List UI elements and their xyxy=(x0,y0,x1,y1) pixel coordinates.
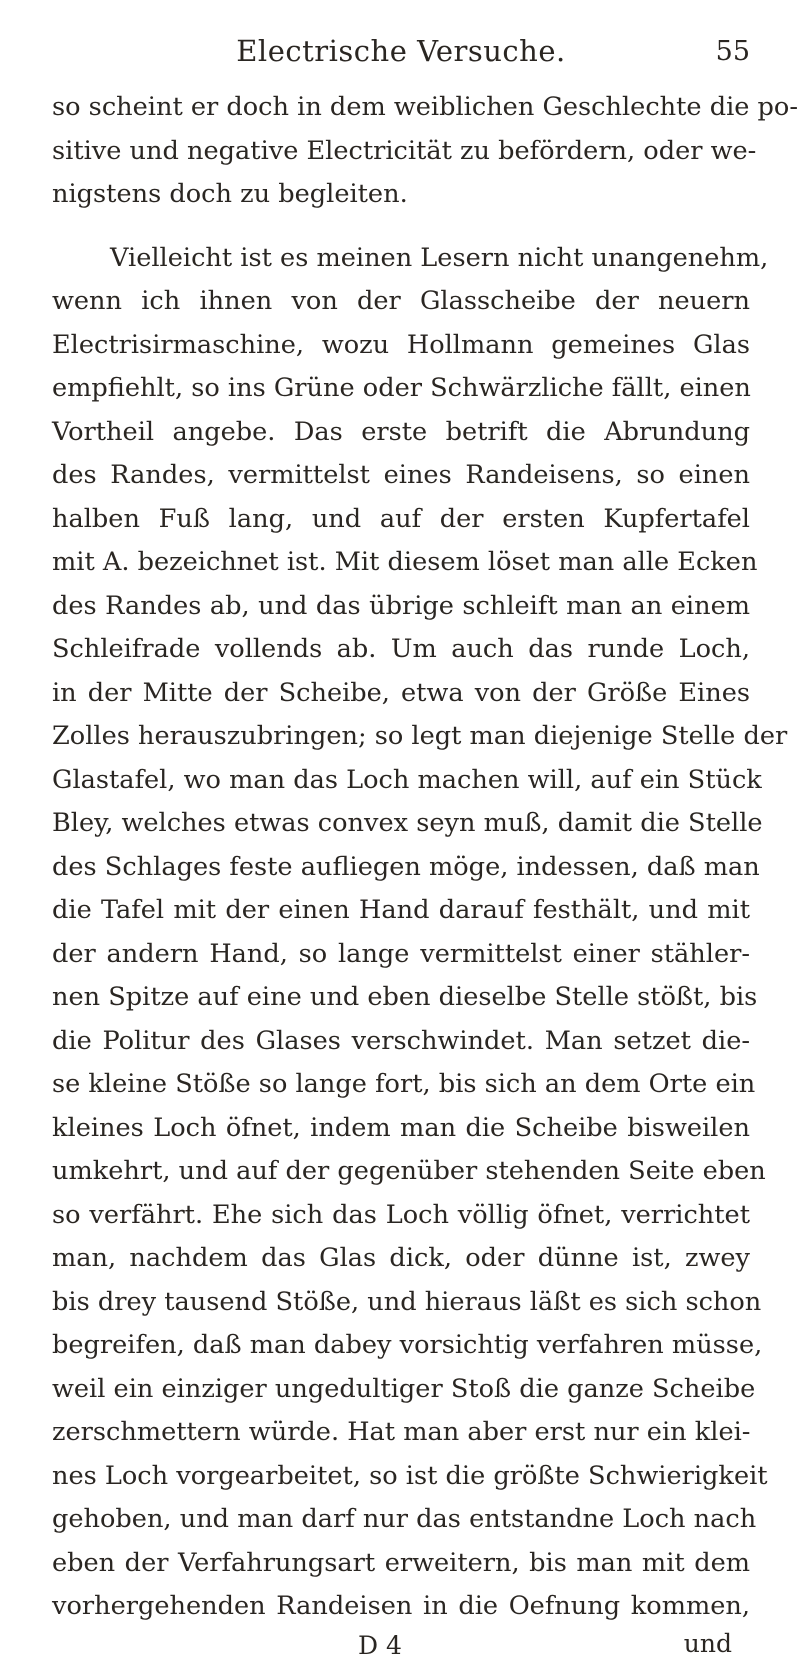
paragraph-2 xyxy=(52,237,788,1629)
text-line: Glastafel, wo man das Loch machen will, auf ein Stück xyxy=(52,764,762,795)
page-header xyxy=(52,0,750,86)
page-footer xyxy=(52,1629,750,1673)
signature-mark: D 4 xyxy=(358,1630,402,1660)
text-line: Zolles herauszubringen; so legt man diejenige Stelle der xyxy=(52,721,788,751)
text-line: der andern Hand, so lange vermittelst einer stähler- xyxy=(52,938,750,969)
text-line: die Politur des Glases verschwindet. Man setzet die- xyxy=(52,1025,750,1056)
text-line: sitive und negative Electricität zu befördern, oder we- xyxy=(52,135,757,166)
text-line: wenn ich ihnen von der Glasscheibe der neuern xyxy=(52,286,750,316)
text-line: mit A. bezeichnet ist. Mit diesem löset man alle Ecken xyxy=(52,547,758,577)
body-text xyxy=(52,86,798,1629)
text-line: se kleine Stöße so lange fort, bis sich an dem Orte ein xyxy=(52,1069,756,1099)
text-line: des Schlages feste aufliegen möge, indessen, daß man xyxy=(52,851,760,882)
text-line: Schleifrade vollends ab. Um auch das runde Loch, xyxy=(52,634,750,664)
text-line: nes Loch vorgearbeitet, so ist die größte Schwierigkeit xyxy=(52,1460,768,1491)
text-line: Vielleicht ist es meinen Lesern nicht unangenehm, xyxy=(110,242,769,273)
text-line: zerschmettern würde. Hat man aber erst nur ein klei- xyxy=(52,1417,751,1447)
text-line: die Tafel mit der einen Hand darauf festhält, und mit xyxy=(52,895,750,925)
text-line: begreifen, daß man dabey vorsichtig verfahren müsse, xyxy=(52,1330,763,1360)
text-line: weil ein einziger ungedultiger Stoß die ganze Scheibe xyxy=(52,1373,756,1404)
text-line: Electrisirmaschine, wozu Hollmann gemeines Glas xyxy=(52,329,750,360)
text-line: des Randes ab, und das übrige schleift man an einem xyxy=(52,590,750,621)
text-line: nigstens doch zu begleiten. xyxy=(52,179,408,209)
text-line: gehoben, und man darf nur das entstandne Loch nach xyxy=(52,1504,757,1534)
catchword: und xyxy=(683,1628,732,1658)
text-line: eben der Verfahrungsart erweitern, bis man mit dem xyxy=(52,1547,750,1578)
paragraph-1 xyxy=(52,86,798,217)
text-line: so scheint er doch in dem weiblichen Geschlechte die po- xyxy=(52,92,798,122)
text-line: kleines Loch öfnet, indem man die Scheibe bisweilen xyxy=(52,1112,750,1143)
text-line: halben Fuß lang, und auf der ersten Kupfertafel xyxy=(52,503,750,534)
text-line: vorhergehenden Randeisen in die Oefnung kommen, xyxy=(52,1591,750,1621)
text-line: man, nachdem das Glas dick, oder dünne ist, zwey xyxy=(52,1243,750,1273)
text-line: nen Spitze auf eine und eben dieselbe Stelle stößt, bis xyxy=(52,982,758,1012)
text-line: umkehrt, und auf der gegenüber stehenden Seite eben xyxy=(52,1156,766,1186)
page-number: 55 xyxy=(715,36,750,67)
text-line: empfiehlt, so ins Grüne oder Schwärzliche fällt, einen xyxy=(52,373,751,403)
text-line: Bley, welches etwas convex seyn muß, damit die Stelle xyxy=(52,808,763,838)
paragraph-gap xyxy=(52,217,750,237)
text-line: so verfährt. Ehe sich das Loch völlig öfnet, verrichtet xyxy=(52,1199,750,1230)
text-line: des Randes, vermittelst eines Randeisens, so einen xyxy=(52,460,750,490)
text-line: in der Mitte der Scheibe, etwa von der Größe Eines xyxy=(52,677,750,708)
text-line: bis drey tausend Stöße, und hieraus läßt es sich schon xyxy=(52,1286,762,1317)
running-title: Electrische Versuche. xyxy=(236,34,566,68)
text-line: Vortheil angebe. Das erste betrift die Abrundung xyxy=(52,416,750,447)
